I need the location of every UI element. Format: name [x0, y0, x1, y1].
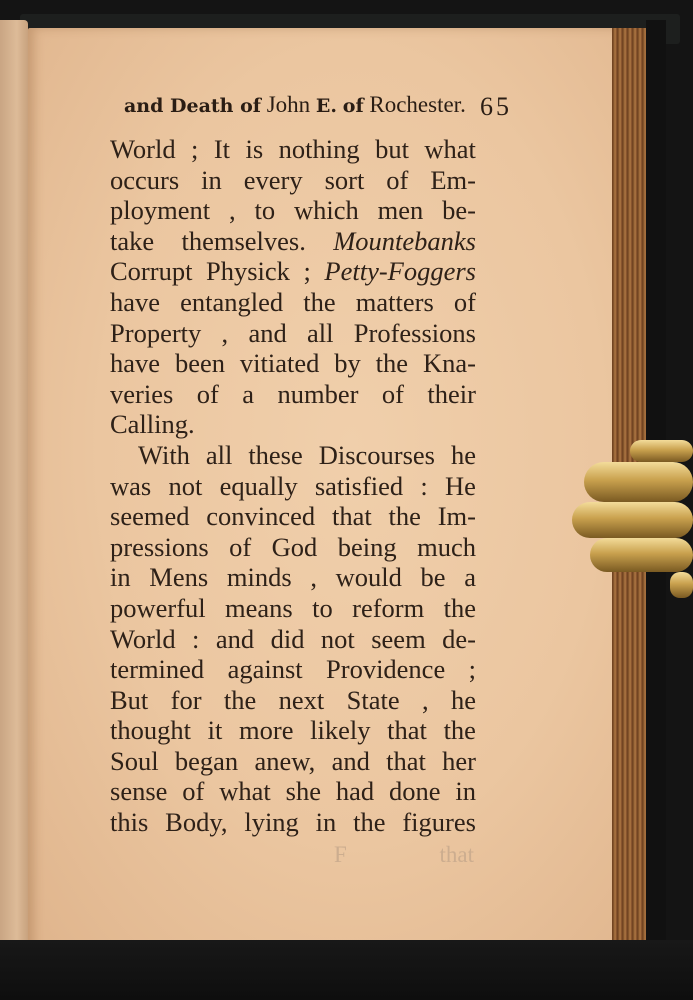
book-clip	[570, 440, 693, 600]
word: more	[239, 715, 294, 746]
facing-page-edge	[0, 20, 28, 958]
word: Property	[110, 317, 202, 348]
text-line	[110, 654, 476, 685]
word: anew,	[254, 745, 316, 776]
word: been	[174, 348, 225, 379]
running-head-prefix: and Death of	[124, 95, 261, 117]
word: ,	[310, 562, 317, 593]
word: not	[168, 470, 203, 501]
word: It	[213, 134, 231, 164]
word: which	[293, 195, 359, 226]
body-text	[110, 134, 476, 838]
text-line	[110, 165, 476, 196]
word: men	[377, 195, 424, 226]
text-line	[110, 409, 476, 440]
word: it	[207, 715, 223, 746]
word: the	[375, 348, 409, 379]
word: ployment	[110, 195, 211, 226]
word: Professions	[353, 317, 476, 348]
word: He	[445, 470, 476, 501]
word: in	[201, 164, 222, 195]
word: being	[337, 531, 397, 562]
word: State	[346, 684, 400, 715]
word: of	[386, 164, 409, 195]
word: to	[254, 195, 276, 226]
word: Calling.	[110, 409, 195, 440]
word: World	[110, 623, 176, 654]
word: God	[271, 531, 318, 562]
word: But	[110, 684, 149, 715]
word: Soul	[110, 745, 159, 776]
word: their	[427, 378, 476, 409]
word: ,	[422, 684, 429, 715]
word: Mountebanks	[333, 225, 476, 256]
word: she	[285, 776, 321, 807]
word: seem	[371, 623, 426, 654]
word: for	[170, 684, 202, 715]
word: the	[443, 592, 476, 623]
text-line	[110, 318, 476, 349]
word: of	[182, 776, 205, 807]
word: occurs	[110, 164, 180, 195]
text-line	[110, 287, 476, 318]
word: in	[455, 776, 476, 807]
word: the	[353, 807, 386, 838]
word: he	[450, 439, 476, 470]
word: vitiated	[239, 348, 320, 379]
running-head-of: of	[342, 95, 364, 117]
word: much	[417, 531, 476, 562]
word: sense	[110, 776, 168, 807]
word: have	[110, 348, 161, 379]
word: the	[223, 684, 257, 715]
word: World	[110, 134, 176, 164]
running-head-place: Rochester.	[369, 92, 466, 117]
word: next	[278, 684, 325, 715]
text-line	[110, 379, 476, 410]
word: in	[315, 807, 337, 838]
word: veries	[110, 378, 174, 409]
word: and	[331, 745, 370, 776]
text-line	[110, 715, 476, 746]
word: this	[110, 807, 149, 838]
text-line	[110, 226, 476, 257]
text-line	[110, 807, 476, 838]
word: that	[331, 501, 372, 532]
word: Providence	[326, 654, 446, 685]
word: Kna-	[422, 348, 476, 379]
text-line	[110, 348, 476, 379]
running-head-initial: E.	[315, 95, 338, 117]
word: in	[110, 562, 131, 593]
word: figures	[402, 807, 476, 838]
word: sort	[324, 164, 365, 195]
word: pressions	[110, 531, 209, 562]
word: likely	[310, 715, 371, 746]
word: the	[388, 501, 421, 532]
text-line	[110, 562, 476, 593]
word: ;	[191, 134, 199, 164]
text-line	[110, 624, 476, 655]
book-cover-bottom	[0, 940, 693, 1000]
word: ,	[228, 195, 236, 226]
word: entangled	[180, 286, 284, 317]
text-line	[110, 501, 476, 532]
word: her	[442, 745, 476, 776]
word: With	[138, 439, 190, 470]
word: :	[420, 470, 428, 501]
word: Petty-Foggers	[324, 256, 476, 287]
word: take	[110, 225, 155, 256]
word: themselves.	[181, 225, 306, 256]
word: ;	[303, 256, 311, 287]
word: be	[420, 562, 446, 593]
word: a	[242, 378, 255, 409]
text-line	[110, 256, 476, 287]
word: of	[381, 378, 404, 409]
word: and	[215, 623, 255, 654]
text-line	[110, 195, 476, 226]
word: a	[464, 562, 476, 593]
word: began	[174, 745, 239, 776]
word: every	[243, 164, 303, 195]
text-line	[110, 685, 476, 716]
page-number: 65	[480, 92, 512, 121]
word: what	[219, 776, 271, 807]
word: that	[387, 715, 427, 746]
word: done	[388, 776, 441, 807]
word: and	[248, 317, 287, 348]
running-head-name: John	[266, 92, 311, 117]
word: these	[248, 439, 303, 470]
word: number	[277, 378, 359, 409]
text-line	[110, 746, 476, 777]
word: Em-	[430, 164, 476, 195]
word: of	[453, 286, 476, 317]
word: not	[320, 623, 355, 654]
word: did	[270, 623, 305, 654]
word: by	[334, 348, 361, 379]
word: ,	[221, 317, 229, 348]
word: all	[307, 317, 334, 348]
word: against	[227, 654, 303, 685]
word: convinced	[206, 501, 316, 532]
word: nothing	[278, 134, 360, 164]
word: the	[303, 286, 336, 317]
word: powerful	[110, 592, 206, 623]
word: is	[245, 134, 264, 164]
word: matters	[355, 286, 434, 317]
word: have	[110, 286, 161, 317]
text-line	[110, 776, 476, 807]
word: Physick	[205, 256, 290, 287]
word: Mens	[149, 562, 209, 593]
word: be-	[442, 195, 476, 226]
word: reform	[352, 592, 425, 623]
text-line	[110, 532, 476, 563]
word: of	[196, 378, 219, 409]
text-line	[110, 134, 476, 165]
catchword	[334, 842, 474, 872]
text-line	[110, 471, 476, 502]
word: Discourses	[318, 439, 435, 470]
catchword-left: F	[334, 842, 347, 867]
word: Im-	[437, 501, 476, 532]
word: but	[375, 134, 409, 164]
word: de-	[442, 623, 476, 654]
word: ;	[468, 654, 476, 685]
word: he	[450, 684, 476, 715]
word: was	[110, 470, 152, 501]
word: what	[424, 134, 476, 164]
word: equally	[219, 470, 298, 501]
word: minds	[226, 562, 292, 593]
running-head	[124, 92, 514, 126]
word: would	[335, 562, 402, 593]
word: all	[205, 439, 233, 470]
text-line	[110, 440, 476, 471]
catchword-right: that	[439, 842, 474, 867]
word: :	[192, 623, 200, 654]
word: of	[229, 531, 252, 562]
word: satisfied	[314, 470, 404, 501]
word: that	[386, 745, 426, 776]
word: Corrupt	[110, 256, 193, 287]
word: lying	[244, 807, 299, 838]
text-line	[110, 593, 476, 624]
word: to	[312, 592, 333, 623]
word: seemed	[110, 501, 190, 532]
word: Body,	[165, 807, 228, 838]
word: the	[443, 715, 476, 746]
word: thought	[110, 715, 191, 746]
word: termined	[110, 654, 205, 685]
word: means	[225, 592, 293, 623]
word: had	[335, 776, 375, 807]
